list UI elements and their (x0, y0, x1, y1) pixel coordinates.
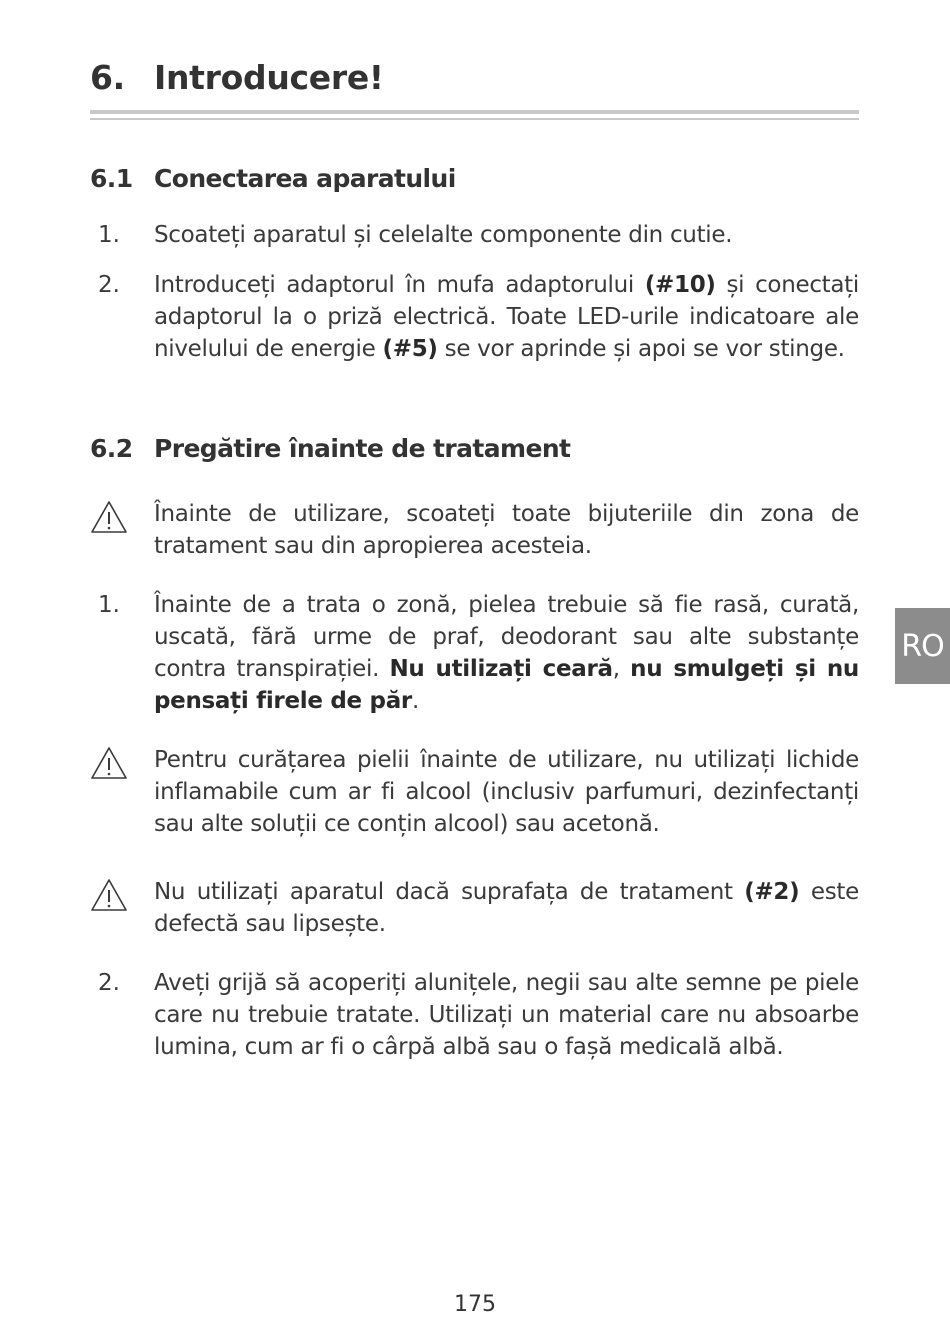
section-title: Pregătire înainte de tratament (154, 434, 571, 463)
section-title: Conectarea aparatului (154, 164, 456, 193)
section-heading-6-2 (90, 434, 570, 463)
header-rule (90, 110, 859, 120)
list-item-text: Aveți grijă să acoperiți alunițele, negii sau alte semne pe piele care nu trebuie tratate. Utilizați un material care nu absoarbe lumina, cum ar fi o cârpă albă sau o fașă medicală albă. (154, 970, 859, 1060)
ref-badge: (#10) (644, 272, 716, 298)
ref-badge: (#2) (744, 879, 800, 905)
list-item (90, 589, 859, 717)
section-heading-6-1 (90, 164, 456, 193)
list-item-text: Introduceți adaptorul în mufa adaptorului (#10) și conectați adaptorul la o priză electrică. Toate LED-urile indicatoare ale nivelului de energie (#5) se vor aprinde și apoi se vor stinge. (154, 272, 859, 362)
warning-icon (90, 500, 128, 534)
warning-text: Pentru curățarea pielii înainte de utilizare, nu utilizați lichide inflamabile cum ar fi alcool (inclusiv parfumuri, dezinfectanți sau alte soluții ce conțin alcool) sau acetonă. (154, 747, 859, 837)
warning-icon (90, 878, 128, 912)
warning-icon (90, 746, 128, 780)
list-marker: 1. (98, 222, 120, 248)
list-item (90, 269, 859, 365)
list-item-text: Înainte de a trata o zonă, pielea trebuie să fie rasă, curată, uscată, fără urme de praf, deodorant sau alte substanțe contra transpirației. Nu utilizați ceară, nu smulgeți și nu pensați firele de păr. (154, 592, 859, 714)
warning-note (90, 744, 859, 840)
page-number: 175 (454, 1292, 496, 1317)
page-title (90, 58, 384, 97)
list-item (90, 219, 859, 251)
chapter-number: 6. (90, 58, 125, 97)
chapter-title: Introducere! (154, 58, 384, 97)
warning-text: Înainte de utilizare, scoateți toate bijuteriile din zona de tratament sau din apropierea acesteia. (154, 501, 859, 559)
section-number: 6.2 (90, 434, 133, 463)
emphasis-text: Nu utilizați ceară (389, 656, 613, 682)
warning-text: Nu utilizați aparatul dacă suprafața de tratament (#2) este defectă sau lipsește. (154, 879, 859, 937)
emphasis-text: nu smulgeți și nu pensați firele de păr (154, 656, 859, 714)
list-item-text: Scoateți aparatul și celelalte componente din cutie. (154, 222, 733, 248)
section-number: 6.1 (90, 164, 133, 193)
list-item (90, 967, 859, 1063)
list-marker: 2. (98, 970, 120, 996)
ref-badge: (#5) (382, 336, 438, 362)
list-marker: 2. (98, 272, 120, 298)
warning-note (90, 498, 859, 562)
language-tab: RO (895, 608, 950, 684)
warning-note (90, 876, 859, 940)
list-marker: 1. (98, 592, 120, 618)
